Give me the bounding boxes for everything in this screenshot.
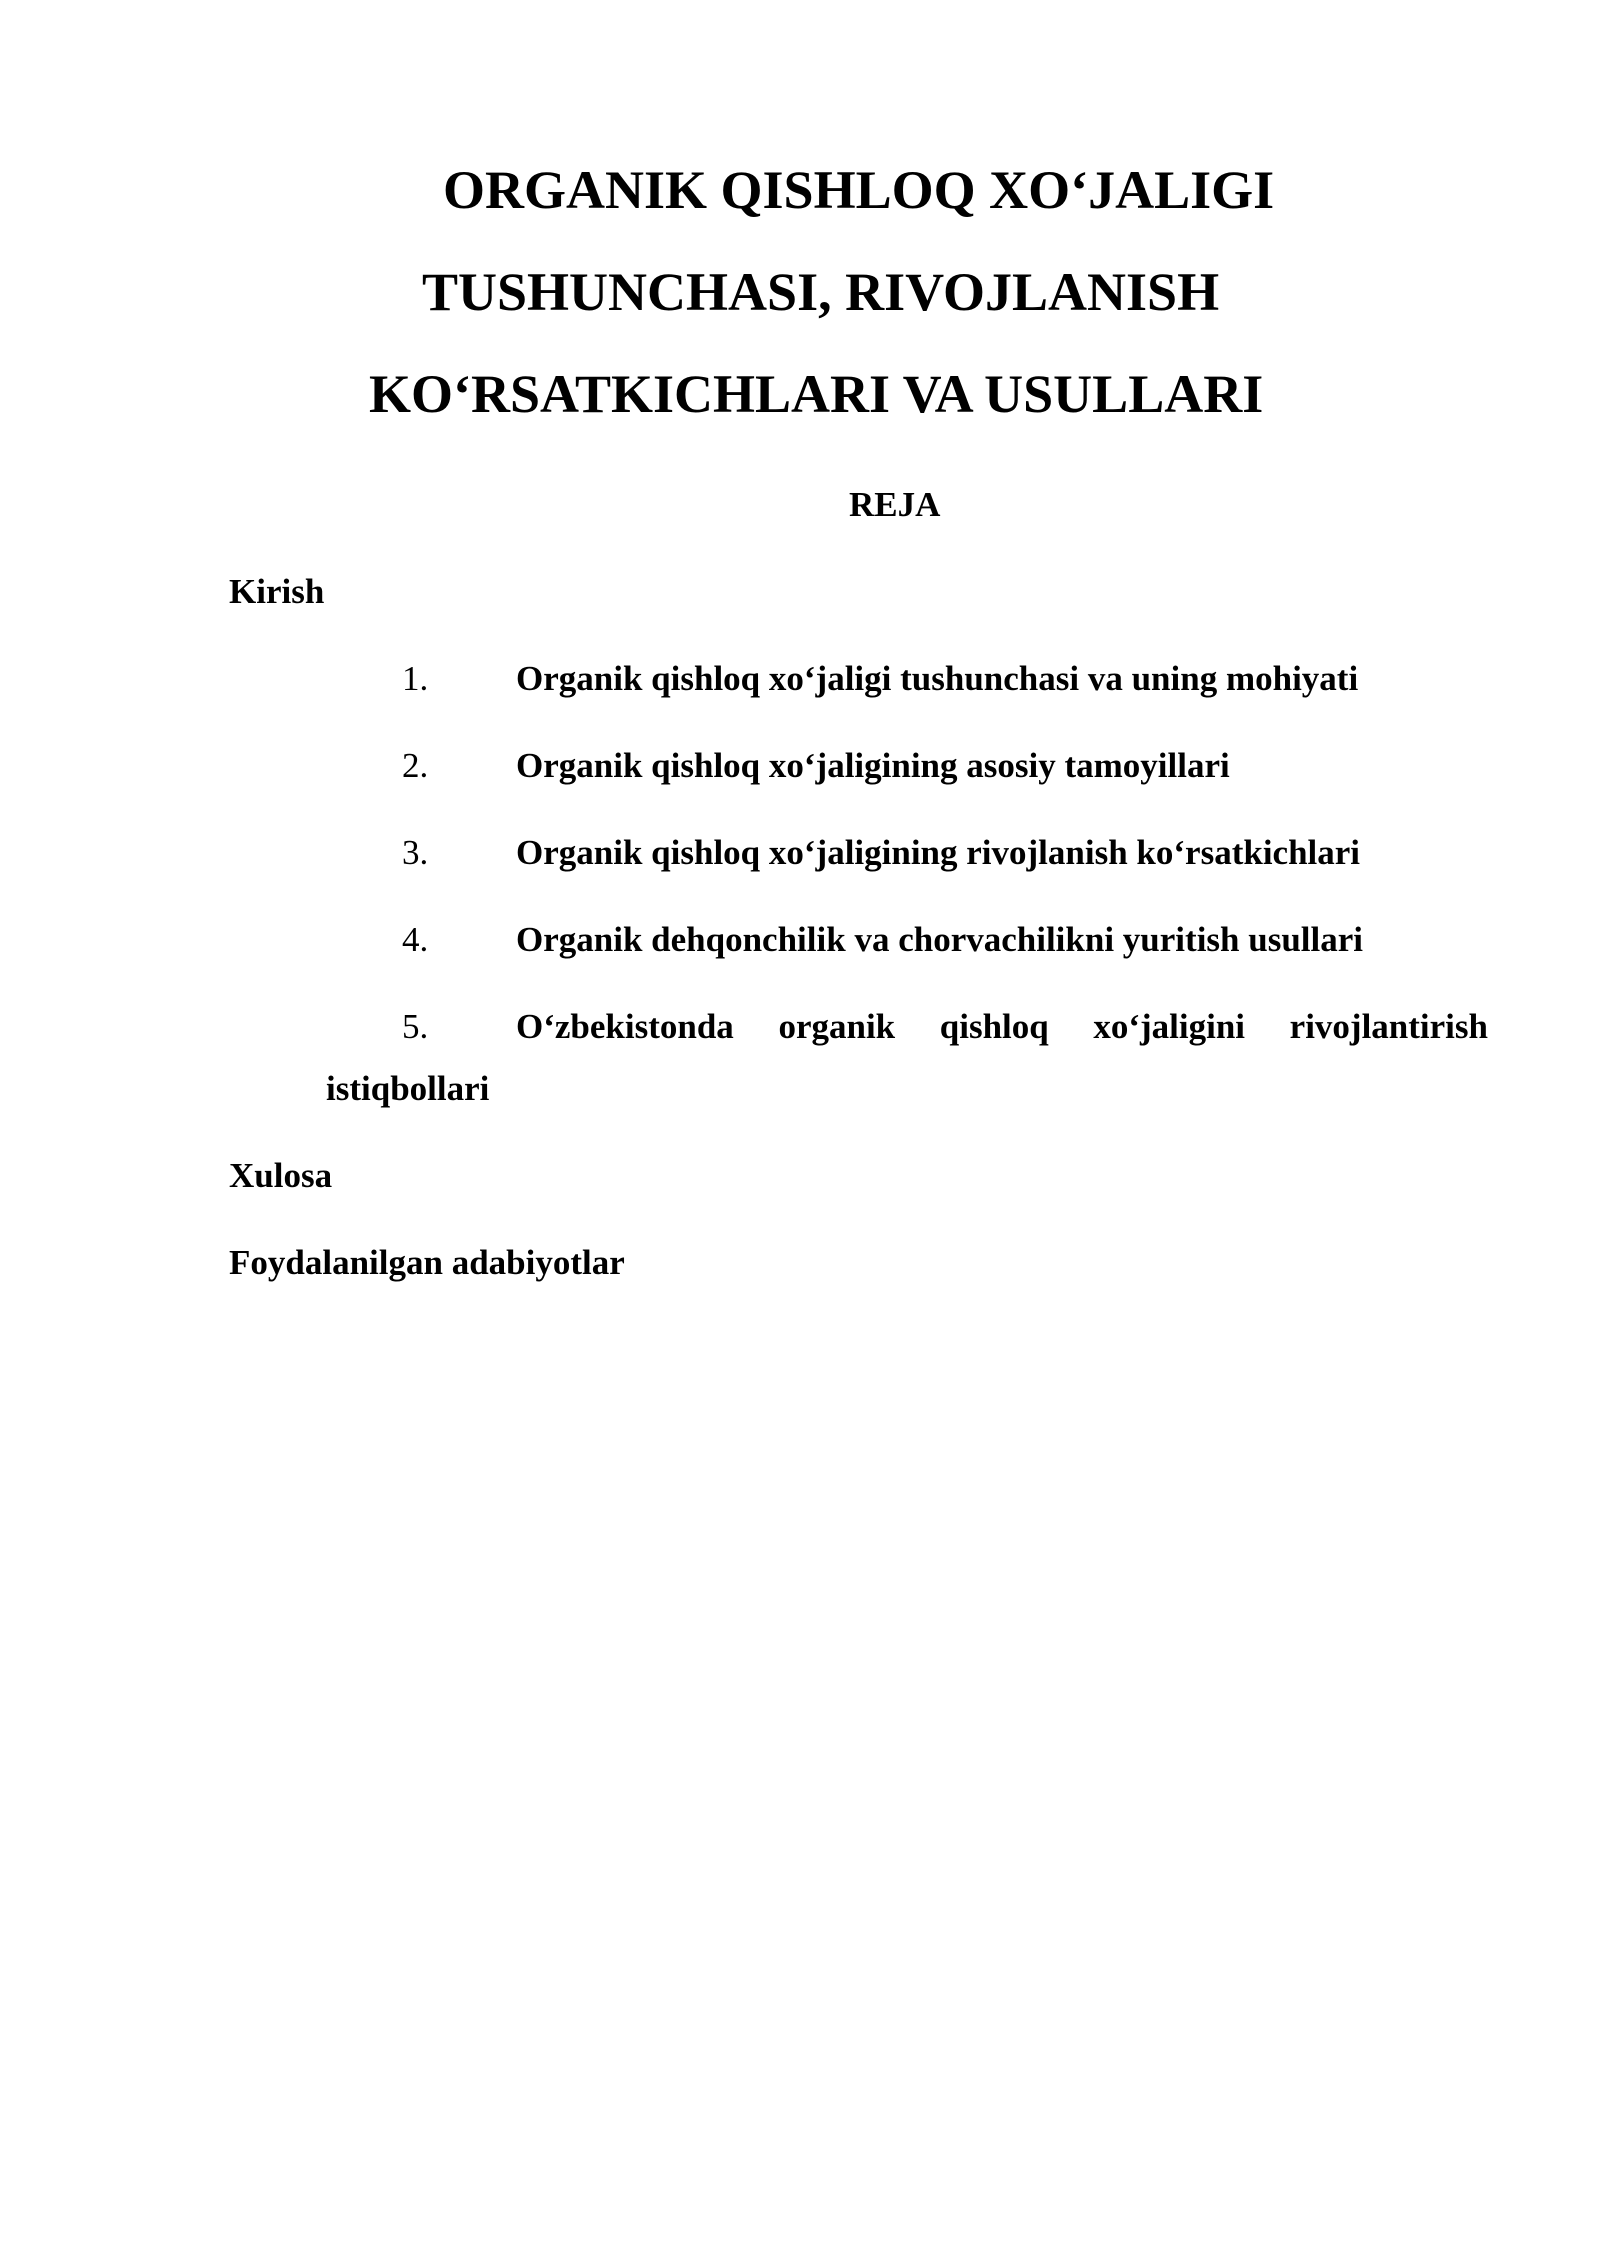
plan-item-text: Organik qishloq xo‘jaligining rivojlanish ko‘rsatkichlari [516, 833, 1361, 872]
plan-item-text: Organik dehqonchilik va chorvachilikni yuritish usullari [516, 920, 1364, 959]
plan-item-number: 3. [402, 833, 429, 872]
references-heading: Foydalanilgan adabiyotlar [229, 1243, 625, 1282]
plan-item-5 [0, 1009, 1600, 1059]
plan-item-5-continuation: istiqbollari [326, 1069, 490, 1108]
plan-heading: REJA [849, 485, 941, 524]
conclusion-heading: Xulosa [229, 1156, 333, 1195]
plan-item-text: O‘zbekistonda organik qishloq xo‘jaligini rivojlantirish [516, 1007, 1488, 1046]
plan-item-number: 1. [402, 659, 429, 698]
plan-item-number: 4. [402, 920, 429, 959]
plan-item-text: Organik qishloq xo‘jaligining asosiy tamoyillari [516, 746, 1230, 785]
title-line-1: ORGANIK QISHLOQ XO‘JALIGI [443, 160, 1275, 220]
intro-heading: Kirish [229, 572, 325, 611]
plan-item-number: 2. [402, 746, 429, 785]
plan-item-4 [0, 922, 1600, 972]
plan-item-2 [0, 748, 1600, 798]
plan-item-text: Organik qishloq xo‘jaligi tushunchasi va uning mohiyati [516, 659, 1359, 698]
title-line-2: TUSHUNCHASI, RIVOJLANISH [422, 262, 1220, 322]
title-line-3: KO‘RSATKICHLARI VA USULLARI [369, 364, 1264, 424]
plan-item-1 [0, 661, 1600, 711]
plan-item-3 [0, 835, 1600, 885]
plan-item-number: 5. [402, 1007, 429, 1046]
